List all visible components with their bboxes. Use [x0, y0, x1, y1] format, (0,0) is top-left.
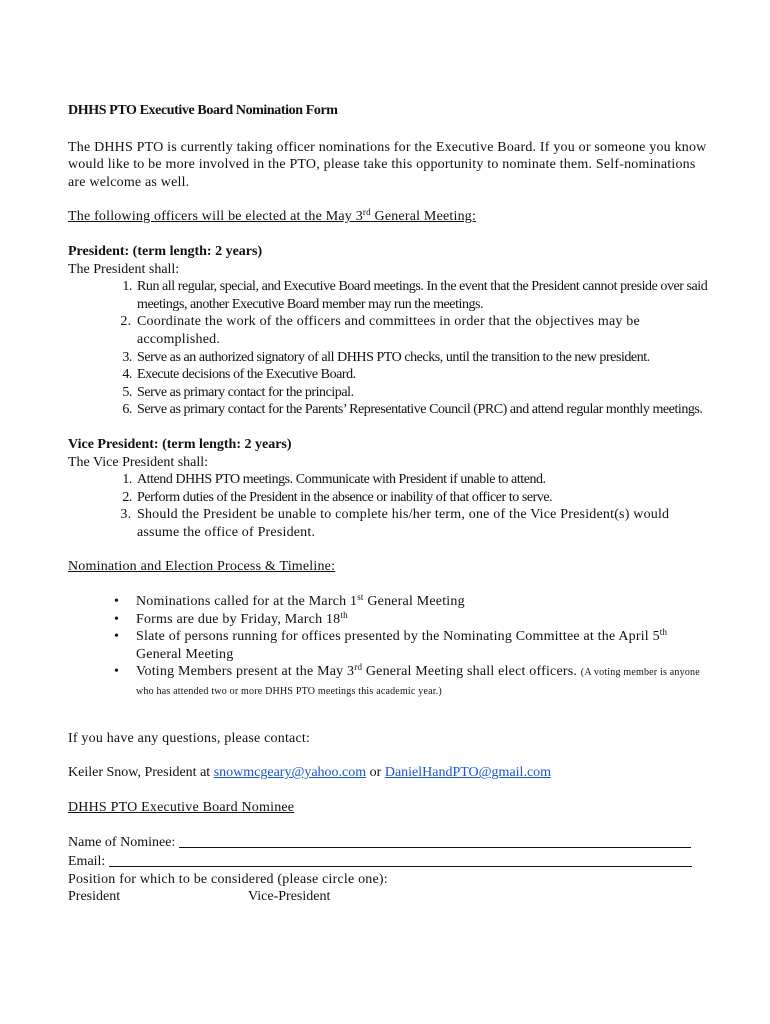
list-item: 1. Attend DHHS PTO meetings. Communicate with President if unable to attend.: [135, 471, 708, 489]
president-heading: President: (term length: 2 years): [68, 243, 263, 259]
list-item: • Slate of persons running for offices presented by the Nominating Committee at the April 5th General Meeting: [114, 627, 668, 662]
nominee-form: [68, 833, 708, 905]
option-vice-president[interactable]: Vice-President: [248, 889, 331, 905]
email-field-row: [68, 852, 708, 871]
name-field-row: [68, 833, 708, 852]
list-item: 6. Serve as primary contact for the Parents’ Representative Council (PRC) and attend regular monthly meetings.: [135, 401, 708, 419]
list-item: 3. Serve as an authorized signatory of all DHHS PTO checks, until the transition to the new president.: [135, 349, 708, 367]
contact-line: Keiler Snow, President at snowmcgeary@yahoo.com or DanielHandPTO@gmail.com: [68, 765, 552, 781]
questions-text: If you have any questions, please contact:: [68, 730, 311, 746]
option-president[interactable]: President: [68, 889, 121, 905]
list-item: • Nominations called for at the March 1st General Meeting: [114, 592, 465, 610]
list-item: • Forms are due by Friday, March 18th: [114, 609, 348, 627]
officers-heading: The following officers will be elected at the May 3rd General Meeting:: [68, 207, 477, 225]
bullet-icon: •: [114, 594, 120, 610]
email-link-snow[interactable]: snowmcgeary@yahoo.com: [213, 765, 367, 781]
bullet-icon: •: [114, 629, 120, 645]
vice-president-shall: The Vice President shall:: [68, 454, 209, 470]
bullet-icon: •: [114, 611, 120, 627]
email-field[interactable]: [109, 852, 692, 867]
list-item: 4. Execute decisions of the Executive Board.: [135, 366, 708, 384]
vice-president-heading: Vice President: (term length: 2 years): [68, 436, 292, 452]
name-field[interactable]: [179, 833, 691, 848]
form-title: DHHS PTO Executive Board Nomination Form: [68, 103, 338, 118]
document-content: [68, 102, 708, 906]
list-item: 3. Should the President be unable to complete his/her term, one of the Vice President(s) would assume the office of President.: [135, 506, 708, 541]
process-list: [68, 593, 708, 701]
position-label: Position for which to be considered (please circle one):: [68, 871, 388, 887]
list-item: 2. Perform duties of the President in the absence or inability of that officer to serve.: [135, 489, 708, 507]
list-item: 1. Run all regular, special, and Executive Board meetings. In the event that the President cannot preside over said meetings, another Executive Board member may run the meetings.: [135, 278, 708, 313]
email-label: Email:: [68, 854, 109, 869]
vice-president-duties: [68, 471, 708, 541]
bullet-icon: •: [114, 664, 120, 680]
voting-member-note: (A voting member is anyone who has attended two or more DHHS PTO meetings this academic year.): [136, 667, 700, 698]
position-options: [68, 888, 708, 906]
email-link-pto[interactable]: DanielHandPTO@gmail.com: [384, 765, 552, 781]
list-item: • Voting Members present at the May 3rd General Meeting shall elect officers. (A voting member is anyone who has attended two or more DHHS PTO meetings this academic year.): [114, 662, 700, 698]
name-label: Name of Nominee:: [68, 835, 179, 851]
intro-paragraph: The DHHS PTO is currently taking officer nominations for the Executive Board. If you or someone you know would like to be more involved in the PTO, please take this opportunity to nominate them. Self-nominations are welcome as well.: [68, 139, 707, 190]
list-item: 2. Coordinate the work of the officers and committees in order that the objectives may be accomplished.: [135, 313, 708, 348]
nominee-heading: DHHS PTO Executive Board Nominee: [68, 799, 295, 815]
process-heading: Nomination and Election Process & Timeline:: [68, 559, 336, 575]
president-shall: The President shall:: [68, 261, 180, 277]
list-item: 5. Serve as primary contact for the principal.: [135, 384, 708, 402]
president-duties: [68, 278, 708, 419]
